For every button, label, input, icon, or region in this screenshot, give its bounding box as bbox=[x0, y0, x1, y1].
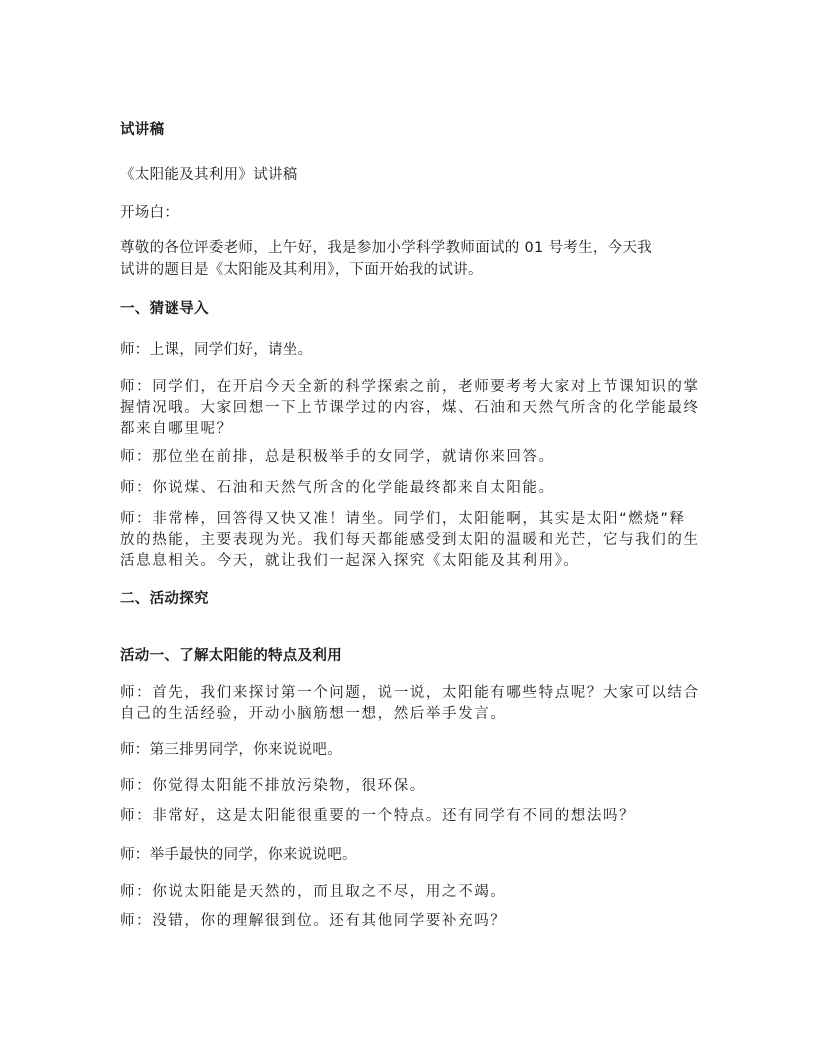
section-2-title: 二、活动探究 bbox=[120, 591, 209, 607]
s1-line-3: 师：那位坐在前排，总是积极举手的女同学，就请你来回答。 bbox=[120, 449, 555, 465]
opening-paragraph-line-1: 尊敬的各位评委老师，上午好，我是参加小学科学教师面试的 01 号考生，今天我 bbox=[120, 240, 653, 256]
lesson-title: 《太阳能及其利用》试讲稿 bbox=[120, 167, 298, 183]
opening-label: 开场白： bbox=[120, 205, 180, 221]
a1-line-4: 师：非常好，这是太阳能很重要的一个特点。还有同学有不同的想法吗？ bbox=[120, 808, 636, 824]
a1-line-6: 师：你说太阳能是天然的，而且取之不尽，用之不竭。 bbox=[120, 884, 507, 900]
s1-line-1: 师：上课，同学们好，请坐。 bbox=[120, 342, 313, 358]
s1-paragraph-5: 师：非常棒，回答得又快又准！请坐。同学们，太阳能啊，其实是太阳“燃烧”释放的热能，主要表现为光。我们每天都能感受到太阳的温暖和光芒，它与我们的生活息息相关。今天，就让我们一起深入探究《太阳能及其利用》。 bbox=[120, 511, 700, 569]
a1-line-5: 师：举手最快的同学，你来说说吧。 bbox=[120, 847, 357, 863]
s1-line-4: 师：你说煤、石油和天然气所含的化学能最终都来自太阳能。 bbox=[120, 480, 555, 496]
a1-paragraph-1: 师：首先，我们来探讨第一个问题，说一说，太阳能有哪些特点呢？大家可以结合自己的生活经验，开动小脑筋想一想，然后举手发言。 bbox=[120, 685, 700, 722]
a1-line-7: 师：没错，你的理解很到位。还有其他同学要补充吗？ bbox=[120, 913, 507, 929]
opening-paragraph-line-2: 试讲的题目是《太阳能及其利用》，下面开始我的试讲。 bbox=[120, 262, 483, 278]
s1-paragraph-2: 师：同学们，在开启今天全新的科学探索之前，老师要考考大家对上节课知识的掌握情况哦。大家回想一下上节课学过的内容，煤、石油和天然气所含的化学能最终都来自哪里呢？ bbox=[120, 379, 700, 437]
section-1-title: 一、猜谜导入 bbox=[120, 301, 209, 317]
a1-line-3: 师：你觉得太阳能不排放污染物，很环保。 bbox=[120, 778, 426, 794]
doc-heading: 试讲稿 bbox=[120, 122, 165, 138]
a1-line-2: 师：第三排男同学，你来说说吧。 bbox=[120, 742, 342, 758]
activity-1-title: 活动一、了解太阳能的特点及利用 bbox=[120, 648, 342, 664]
